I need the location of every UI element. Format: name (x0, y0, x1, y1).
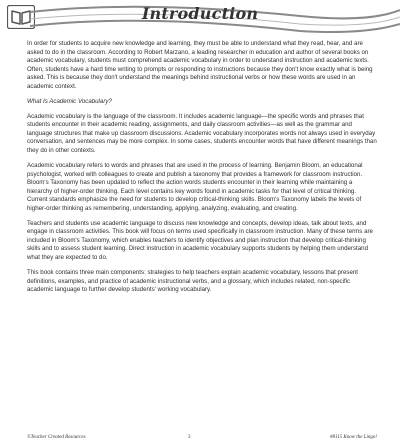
body-paragraph: Teachers and students use academic language to discuss new knowledge and concepts, develop ideas, talk about texts, and engage in classroom activities. This book will focus on terms used specifically in classroom instruction. Many of these terms are included in Bloom's Taxonomy, which enables teachers to identify objectives and plan instruction that develop critical-thinking skills and to assess student learning. Direct instruction in academic vocabulary supports students by helping them understand what they are expected to do. (27, 219, 373, 262)
page-header (0, 0, 400, 44)
page-footer (27, 435, 377, 443)
body-paragraph: This book contains three main components: strategies to help teachers explain academic vocabulary, lessons that present definitions, examples, and practice of academic instructional verbs, and a glossary, which includes related, non-specific academic language to further develop students' working vocabulary. (27, 269, 358, 294)
body-paragraph: Academic vocabulary refers to words and phrases that are used in the process of learning. Benjamin Bloom, an educational psychologist, worked with colleagues to create and publish a taxonomy that provides a framework for classroom instruction. Bloom's Taxonomy has been updated to reflect the action words students encounter in their learning while maintaining a hierarchy of higher-order thinking. Each level contains key words found in academic tasks for that level of critical thinking. Current standards emphasize the need for students to develop critical-thinking skills. Bloom's Taxonomy labels the levels of higher-order thinking as remembering, understanding, applying, analyzing, evaluating, and creating. (27, 162, 363, 212)
section-subheading: What Is Academic Vocabulary? (27, 97, 112, 105)
page-title: Introduction (141, 4, 259, 23)
intro-paragraph: In order for students to acquire new knowledge and learning, they must be able to understand what they read, hear, and are asked to do in the classroom. According to Robert Marzano, a leading researcher in education and author of several books on academic vocabulary, students must comprehend academic vocabulary in order to understand instruction and academic texts. Often, students have a hard time writing to prompts or responding to instructions because they don't know exactly what is being asked. This is because they don't understand the meanings behind instructional verbs or how these words are used in an academic context. (27, 40, 373, 90)
page-number: 3 (188, 435, 191, 440)
body-text (27, 40, 377, 301)
copyright-text: ©Teacher Created Resources (27, 435, 86, 440)
product-code: #8115 Know the Lingo! (330, 435, 377, 440)
body-paragraph: Academic vocabulary is the language of the classroom. It includes academic language—the specific words and phrases that students encounter in their academic reading, assignments, and daily classroom activities—as well as the grammar and language structures that make up classroom discussions. Academic vocabulary incorporates words not always used in everyday conversation, and sentences may be more complex. In some cases, students encounter words that have different meanings than they do in other contexts. (27, 112, 377, 155)
